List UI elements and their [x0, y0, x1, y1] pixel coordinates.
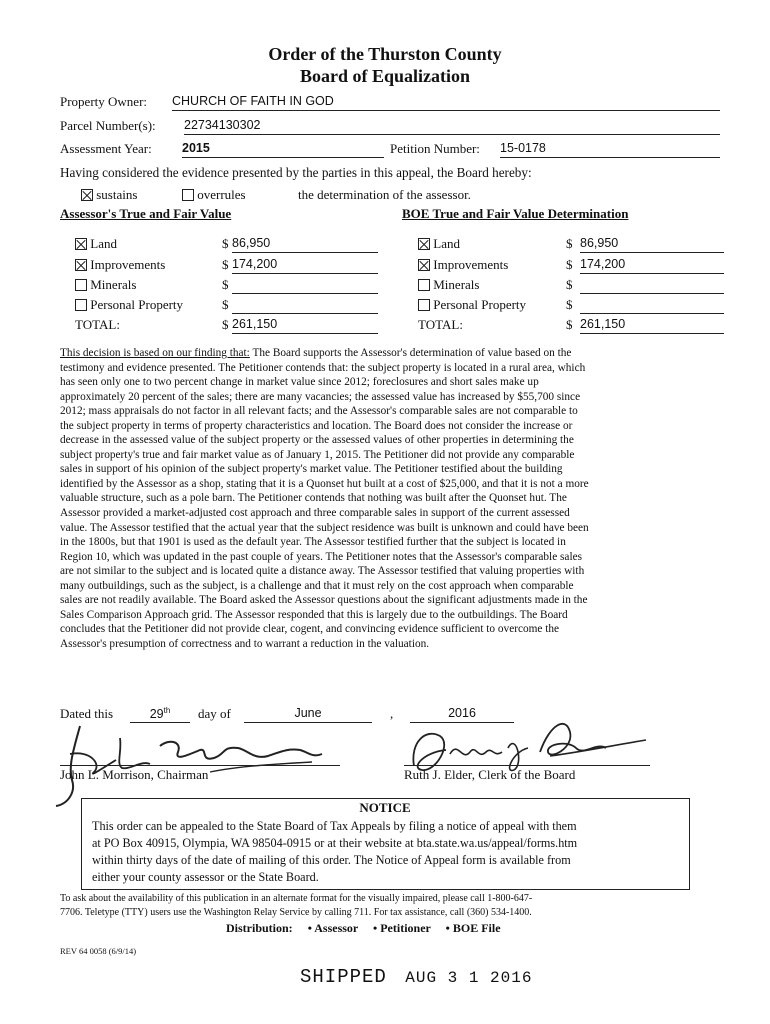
boe-improvements-value: 174,200 [580, 257, 724, 274]
page-title: Order of the Thurston County [268, 44, 502, 64]
assessor-total-value: 261,150 [232, 317, 378, 334]
boe-personal-property-checkbox [418, 299, 430, 311]
owner-label: Property Owner: [60, 94, 148, 109]
boe-total-value: 261,150 [580, 317, 724, 334]
currency-sign: $ [566, 277, 573, 292]
assessor-row-personal-property [75, 297, 183, 313]
decision-line: approximately 20 percent of the sales; there are many vacancies; the assessed value has increased by $55,700 since [60, 390, 581, 403]
stamp-date: AUG 3 1 2016 [405, 969, 533, 987]
assessor-minerals-checkbox [75, 279, 87, 291]
accessibility-note [60, 892, 720, 920]
overrules-option [182, 187, 246, 203]
year-label: Assessment Year: [60, 141, 152, 156]
page-subtitle: Board of Equalization [299, 66, 471, 86]
decision-line: are not similar to the subject and is located quite a distance away. The Assessor testified that valuing properties with [60, 565, 585, 578]
assessor-row-improvements [75, 257, 165, 273]
dated-month: June [244, 706, 372, 723]
decision-line: value. The Assessor testified that the actual year that the subject residence was built is unknown and could have been [60, 521, 589, 534]
decision-line: sales in support of his opinion of the subject property's market value. The Petitioner testified about the building [60, 463, 563, 476]
dated-prefix: Dated this [60, 706, 114, 721]
boe-improvements-label: Improvements [433, 257, 509, 272]
currency-sign: $ [222, 277, 229, 292]
assessor-personal-property-checkbox [75, 299, 87, 311]
decision-text [60, 346, 720, 651]
boe-row-personal-property [418, 297, 526, 313]
assessor-row-land [75, 236, 117, 252]
decision-line: valuable structure, such as a pole barn. The Petitioner contends that nothing was built after the Quonset hut. The [60, 492, 567, 505]
decision-line: 2012; mass appraisals do not factor in all relevant facts; and the Assessor's comparable sales are not comparable to [60, 405, 578, 418]
dated-comma: , [390, 706, 394, 721]
assessor-personal-property-label: Personal Property [90, 297, 184, 312]
distribution-petitioner: Petitioner [380, 921, 431, 935]
boe-minerals-value [580, 277, 724, 294]
year-value: 2015 [182, 141, 384, 158]
decision-line: Region 10, which was updated in the past couple of years. The Petitioner notes that the Assessor's comparable sales [60, 550, 582, 563]
assessor-land-label: Land [90, 236, 117, 251]
distribution: Distribution: • Assessor • Petitioner • BOE File [226, 921, 501, 935]
decision-line: sales are not readily available. The Board asked the Assessor questions about the significant adjustments made in the [60, 594, 588, 607]
notice-title: NOTICE [359, 800, 411, 815]
decision-line: This decision is based on our finding that: The Board supports the Assessor's determination of value based on the [60, 347, 572, 359]
currency-sign: $ [222, 257, 229, 272]
decision-line: Assessor provided a market-adjusted cost approach and three comparable sales in support of the current assessed [60, 507, 570, 520]
assessor-improvements-label: Improvements [90, 257, 166, 272]
parcel-value: 22734130302 [184, 118, 720, 135]
notice-line: at PO Box 40915, Olympia, WA 98504-0915 or at their website at bta.state.wa.us/appeal/forms.htm [92, 836, 578, 850]
decision-line: many outbuildings, such as the subject, is a challenge and that it must rely on the cost approach when comparable [60, 579, 574, 592]
decision-lead: This decision is based on our finding that: [60, 347, 250, 359]
currency-sign: $ [566, 236, 573, 251]
boe-total-label: TOTAL: [418, 317, 463, 332]
boe-personal-property-label: Personal Property [433, 297, 527, 312]
assessor-improvements-checkbox [75, 259, 87, 271]
boe-row-minerals [418, 277, 479, 293]
currency-sign: $ [566, 257, 573, 272]
stamp-text: SHIPPED [300, 966, 387, 988]
determination-trailing: the determination of the assessor. [298, 187, 471, 202]
currency-sign: $ [566, 297, 573, 312]
notice-text [92, 818, 686, 886]
boe-improvements-checkbox [418, 259, 430, 271]
dated-day-of: day of [198, 706, 231, 721]
dated-year: 2016 [410, 706, 514, 723]
decision-line: in the 1800s, but that 1901 is used as the default year. The Assessor testified further that the subject is located in [60, 536, 566, 549]
boe-land-value: 86,950 [580, 236, 724, 253]
currency-sign: $ [222, 297, 229, 312]
notice-line: within thirty days of the date of mailing of this order. The Notice of Appeal form is available from [92, 853, 571, 867]
assessor-minerals-label: Minerals [90, 277, 137, 292]
footer-line: To ask about the availability of this publication in an alternate format for the visually impaired, please call 1-800-647- [60, 893, 533, 904]
boe-minerals-label: Minerals [433, 277, 480, 292]
boe-heading: BOE True and Fair Value Determination [402, 206, 629, 221]
decision-line: decrease in the assessed value of the subject property or the assessed values of other properties in determining the [60, 434, 574, 447]
sustains-option [81, 187, 137, 203]
clerk-name: Ruth J. Elder, Clerk of the Board [404, 765, 650, 783]
boe-personal-property-value [580, 297, 724, 314]
determination-intro: Having considered the evidence presented by the parties in this appeal, the Board hereby: [60, 165, 532, 180]
currency-sign: $ [222, 236, 229, 251]
decision-line: Assessor's presumption of correctness and to warrant a reduction in the valuation. [60, 637, 430, 650]
overrules-label: overrules [197, 187, 246, 202]
sustains-checkbox [81, 189, 93, 201]
assessor-personal-property-value [232, 297, 378, 314]
decision-line: identified by the Assessor as a shop, stating that it is a Quonset hut built at a cost of $25,000, and that it is not a more [60, 477, 589, 490]
boe-row-improvements [418, 257, 508, 273]
revision-code: REV 64 0058 (6/9/14) [60, 946, 137, 956]
boe-land-label: Land [433, 236, 460, 251]
currency-sign: $ [222, 317, 229, 332]
assessor-row-minerals [75, 277, 136, 293]
decision-line: concludes that the Petitioner did not provide clear, cogent, and convincing evidence sufficient to overcome the [60, 623, 560, 636]
distribution-assessor: Assessor [314, 921, 359, 935]
notice-line: This order can be appealed to the State Board of Tax Appeals by filing a notice of appeal with them [92, 819, 577, 833]
notice-line: either your county assessor or the State Board. [92, 870, 319, 884]
shipped-stamp [300, 966, 532, 988]
petition-value: 15-0178 [500, 141, 720, 158]
assessor-land-value: 86,950 [232, 236, 378, 253]
decision-line: Sales Comparison Approach grid. The Assessor responded that this is largely due to the outbuildings. The Board [60, 608, 568, 621]
currency-sign: $ [566, 317, 573, 332]
distribution-boe-file: BOE File [452, 921, 501, 935]
sustains-label: sustains [96, 187, 138, 202]
assessor-improvements-value: 174,200 [232, 257, 378, 274]
petition-label: Petition Number: [390, 141, 480, 156]
chairman-name: John L. Morrison, Chairman [60, 765, 340, 783]
owner-value: CHURCH OF FAITH IN GOD [172, 94, 720, 111]
dated-day: 29th [130, 706, 190, 723]
assessor-heading: Assessor's True and Fair Value [60, 206, 232, 221]
distribution-label: Distribution: [226, 921, 293, 935]
boe-row-land [418, 236, 460, 252]
decision-line: testimony and evidence presented. The Petitioner contends that: the subject property is located in a rural area, which [60, 361, 586, 374]
decision-line: subject property's true and fair market value as of January 1, 2015. The Petitioner did not provide any comparable [60, 448, 575, 461]
parcel-label: Parcel Number(s): [60, 118, 156, 133]
decision-line: has seen only one to two percent change in market value since 2012; foreclosures and short sales make up [60, 376, 539, 389]
assessor-land-checkbox [75, 238, 87, 250]
assessor-minerals-value [232, 277, 378, 294]
assessor-total-label: TOTAL: [75, 317, 120, 332]
decision-line: the subject property in terms of property characteristics and location. The Board does not consider the increase or [60, 419, 573, 432]
boe-land-checkbox [418, 238, 430, 250]
boe-minerals-checkbox [418, 279, 430, 291]
overrules-checkbox [182, 189, 194, 201]
footer-line: 7706. Teletype (TTY) users use the Washington Relay Service by calling 711. For tax assistance, call (360) 534-1400. [60, 907, 532, 918]
